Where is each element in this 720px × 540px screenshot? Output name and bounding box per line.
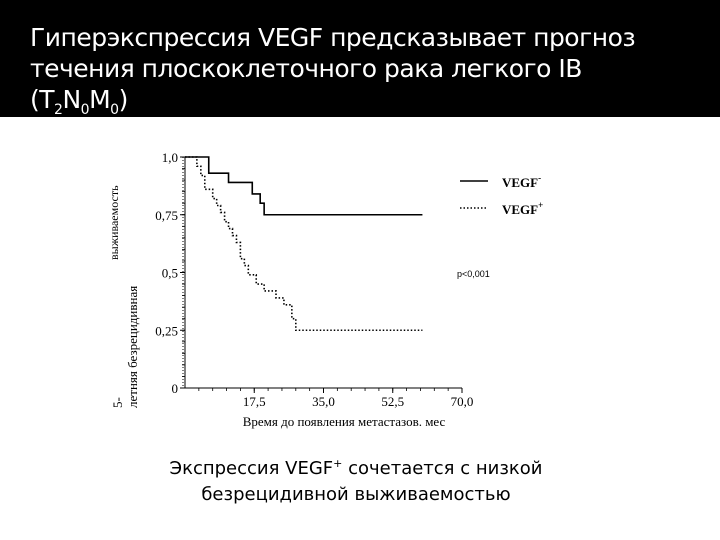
- y-tick-label: 0,5: [161, 265, 178, 281]
- slide-caption: [0, 451, 712, 508]
- stage-n: N: [62, 85, 81, 114]
- legend-sup-negative: -: [538, 173, 542, 183]
- y-axis-label-line-1: 5-: [110, 397, 125, 408]
- legend-sup-positive: +: [538, 200, 544, 210]
- y-tick-label: 1,0: [161, 150, 178, 165]
- p-value-annotation: p<0,001: [457, 269, 490, 279]
- caption-line-1: [0, 451, 712, 482]
- stage-n-sub: 0: [80, 102, 90, 118]
- y-tick-label: 0: [171, 381, 178, 396]
- vegf-positive-curve: [185, 157, 422, 330]
- stage-m: M: [89, 85, 111, 114]
- x-tick-label: 70,0: [450, 394, 474, 409]
- legend-label-vegf-positive: [502, 200, 543, 217]
- x-tick-label: 35,0: [312, 394, 335, 409]
- x-tick-label: 17,5: [242, 394, 266, 409]
- legend-base-positive: VEGF: [502, 202, 539, 217]
- y-tick-label: 0,25: [155, 323, 178, 339]
- y-axis-label-line-2: летняя безрецидивная: [125, 285, 140, 408]
- stage-m-sub: 0: [110, 102, 119, 118]
- stage-close: ): [118, 85, 128, 114]
- legend-base-negative: VEGF: [502, 175, 539, 190]
- legend: [460, 173, 543, 217]
- stage-open: (T: [30, 85, 55, 114]
- caption-line-2: безрецидивной выживаемостью: [201, 484, 511, 505]
- y-tick-label: 0,75: [155, 207, 178, 223]
- slide-title-line-1: Гиперэкспрессия VEGF предсказывает прогноз: [30, 23, 636, 52]
- caption-part-1: Экспрессия VEGF: [169, 458, 334, 479]
- y-axis-label-line-3: выживаемость: [107, 185, 121, 260]
- caption-part-2: сочетается с низкой: [342, 458, 543, 479]
- stage-t-sub: 2: [54, 102, 63, 118]
- legend-label-vegf-negative: [502, 173, 541, 190]
- slide-title-line-2: течения плоскоклеточного рака легкого IB: [30, 54, 582, 83]
- x-axis-label: Время до появления метастазов. мес: [242, 414, 446, 429]
- x-tick-label: 52,5: [381, 394, 405, 409]
- caption-superscript: +: [333, 457, 343, 470]
